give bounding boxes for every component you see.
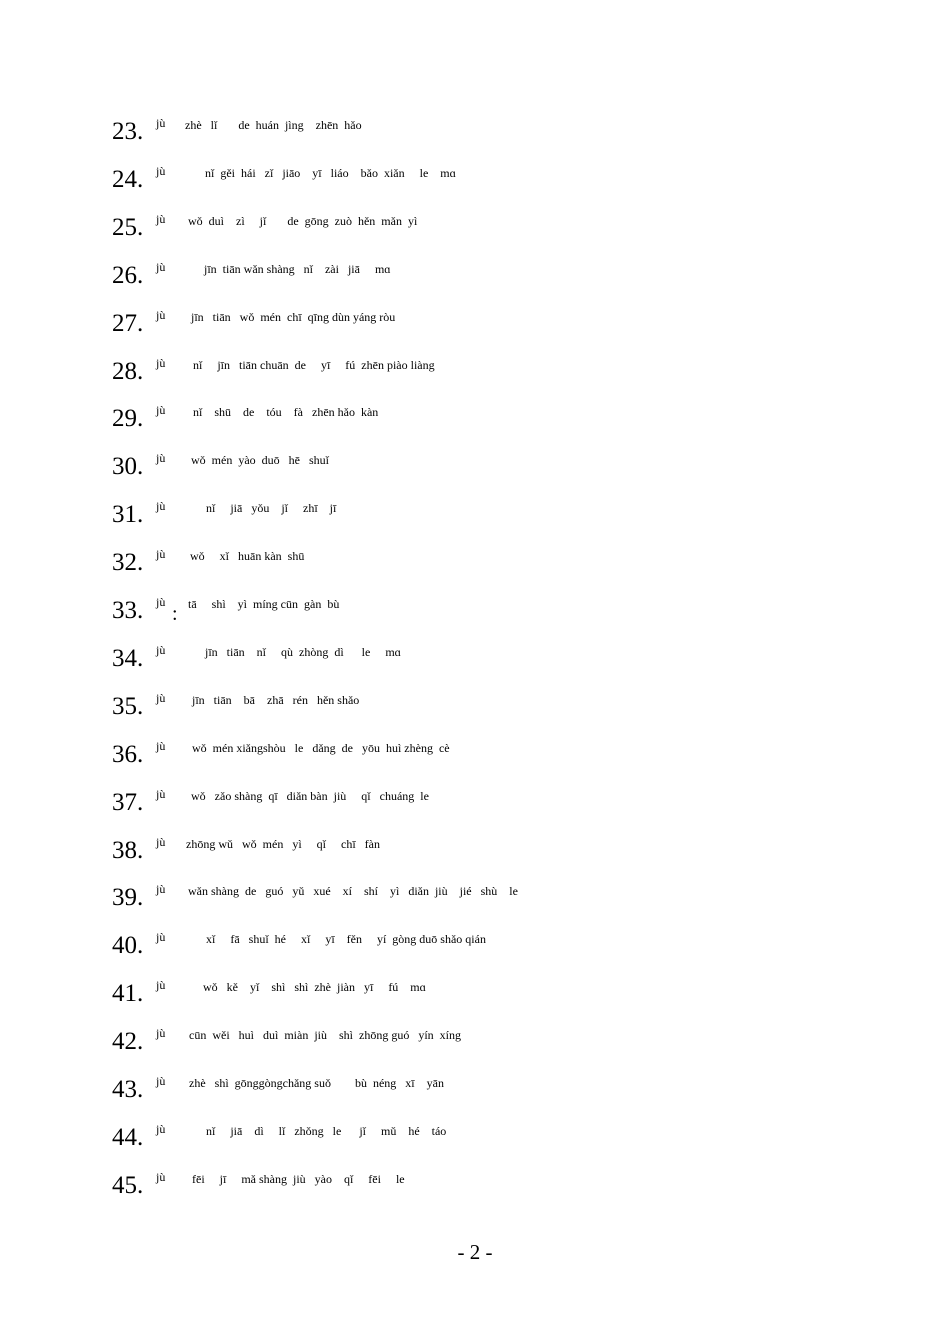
exercise-item xyxy=(0,932,950,972)
ju-label: jù xyxy=(156,163,166,178)
item-number: 45. xyxy=(112,1171,144,1199)
pinyin-line: jīn tiān wǒ mén chī qīng dùn yáng ròu xyxy=(191,309,396,324)
ju-label: jù xyxy=(156,690,166,705)
ju-label: jù xyxy=(156,547,166,562)
item-number: 24. xyxy=(112,165,144,193)
pinyin-line: nǐ jīn tiān chuān de yī fú zhēn piào liàng xyxy=(193,357,435,372)
exercise-item xyxy=(0,786,950,829)
exercise-item xyxy=(0,211,950,254)
ju-label: jù xyxy=(156,978,166,993)
ju-label: jù xyxy=(156,882,166,897)
pinyin-line: nǐ jiā dì lǐ zhǒng le jǐ mǔ hé táo xyxy=(206,1123,447,1138)
exercise-item xyxy=(0,259,950,302)
ju-label: jù xyxy=(156,786,166,801)
item-number: 29. xyxy=(112,405,144,433)
exercise-item xyxy=(0,642,950,685)
ju-label: jù xyxy=(156,1121,166,1136)
pinyin-line: tā shì yì míng cūn gàn bù xyxy=(188,597,340,611)
exercise-item xyxy=(0,738,950,781)
ju-label: jù xyxy=(156,595,166,609)
ju-label: jù xyxy=(156,499,166,514)
pinyin-line: wǎn shàng de guó yǔ xué xí shí yì diǎn jiù jié shù le xyxy=(188,884,518,899)
pinyin-line: nǐ shū de tóu fà zhēn hǎo kàn xyxy=(193,405,379,420)
item-number: 38. xyxy=(112,836,144,864)
pinyin-line: zhōng wǔ wǒ mén yì qǐ chī fàn xyxy=(186,836,380,851)
pinyin-line: wǒ mén yào duō hē shuǐ xyxy=(191,453,329,468)
ju-label: jù xyxy=(156,451,166,466)
exercise-item xyxy=(0,163,950,206)
exercise-item xyxy=(0,980,950,1020)
pinyin-line: nǐ gěi hái zǐ jiāo yī liáo bǎo xiǎn le mɑ xyxy=(205,165,456,180)
ju-label: jù xyxy=(156,930,166,945)
pinyin-line: jīn tiān bā zhā rén hěn shǎo xyxy=(192,692,360,707)
ju-label: jù xyxy=(156,738,166,753)
pinyin-line: fēi jī mǎ shàng jiù yào qǐ fēi le xyxy=(192,1171,405,1186)
ju-label: jù xyxy=(156,307,166,322)
pinyin-line: wǒ xǐ huān kàn shū xyxy=(190,549,305,564)
exercise-item xyxy=(0,884,950,924)
exercise-item xyxy=(0,118,950,158)
exercise-item xyxy=(0,501,950,541)
pinyin-line: wǒ kě yǐ shì shì zhè jiàn yī fú mɑ xyxy=(203,980,426,995)
page-number: - 2 - xyxy=(457,1240,493,1264)
exercise-item xyxy=(0,549,950,589)
ju-label: jù xyxy=(156,259,166,274)
item-number: 23. xyxy=(112,118,144,145)
item-number: 44. xyxy=(112,1123,144,1151)
exercise-item xyxy=(0,1028,950,1068)
pinyin-line: nǐ jiā yǒu jǐ zhī jī xyxy=(206,501,337,516)
item-number: 42. xyxy=(112,1028,144,1056)
pinyin-line: zhè shì gōnggòngchǎng suǒ bù néng xī yān xyxy=(189,1076,444,1090)
exercise-item xyxy=(0,355,950,398)
ju-label: jù xyxy=(156,211,166,226)
item-number: 27. xyxy=(112,309,144,337)
item-number: 36. xyxy=(112,740,144,768)
item-number: 28. xyxy=(112,357,144,385)
item-number: 26. xyxy=(112,261,144,289)
pinyin-line: zhè lǐ de huán jìng zhēn hǎo xyxy=(185,118,362,132)
item-number: 30. xyxy=(112,453,144,481)
exercise-item xyxy=(0,307,950,350)
ju-label: jù xyxy=(156,1026,166,1041)
pinyin-line: jīn tiān wǎn shàng nǐ zài jiā mɑ xyxy=(204,261,391,276)
item-number: 32. xyxy=(112,549,144,577)
exercise-item xyxy=(0,1169,950,1212)
colon-mark: : xyxy=(172,603,178,625)
exercise-item xyxy=(0,834,950,877)
item-number: 31. xyxy=(112,501,144,529)
exercise-item xyxy=(0,597,950,637)
exercise-item xyxy=(0,405,950,445)
item-number: 40. xyxy=(112,932,144,960)
item-number: 41. xyxy=(112,980,144,1008)
ju-label: jù xyxy=(156,834,166,849)
item-number: 43. xyxy=(112,1076,144,1103)
ju-label: jù xyxy=(156,403,166,418)
exercise-item xyxy=(0,1121,950,1164)
item-number: 39. xyxy=(112,884,144,912)
item-number: 34. xyxy=(112,644,144,672)
ju-label: jù xyxy=(156,1169,166,1184)
item-number: 35. xyxy=(112,692,144,720)
exercise-item xyxy=(0,453,950,493)
pinyin-line: wǒ duì zì jǐ de gōng zuò hěn mǎn yì xyxy=(188,213,418,228)
exercise-item xyxy=(0,1076,950,1116)
pinyin-line: wǒ mén xiǎngshòu le dǎng de yōu huì zhèng cè xyxy=(192,740,450,755)
pinyin-line: cūn wěi huì duì miàn jiù shì zhōng guó yín xíng xyxy=(189,1028,461,1043)
pinyin-line: jīn tiān nǐ qù zhòng dì le mɑ xyxy=(205,644,401,659)
ju-label: jù xyxy=(156,642,166,657)
item-number: 25. xyxy=(112,213,144,241)
ju-label: jù xyxy=(156,1074,166,1088)
pinyin-line: xǐ fā shuǐ hé xǐ yī fěn yí gòng duō shǎo qián xyxy=(206,932,486,947)
ju-label: jù xyxy=(156,116,166,130)
item-number: 37. xyxy=(112,788,144,816)
pinyin-line: wǒ zǎo shàng qī diǎn bàn jiù qǐ chuáng le xyxy=(191,788,429,803)
item-number: 33. xyxy=(112,597,144,624)
ju-label: jù xyxy=(156,355,166,370)
exercise-item xyxy=(0,690,950,733)
